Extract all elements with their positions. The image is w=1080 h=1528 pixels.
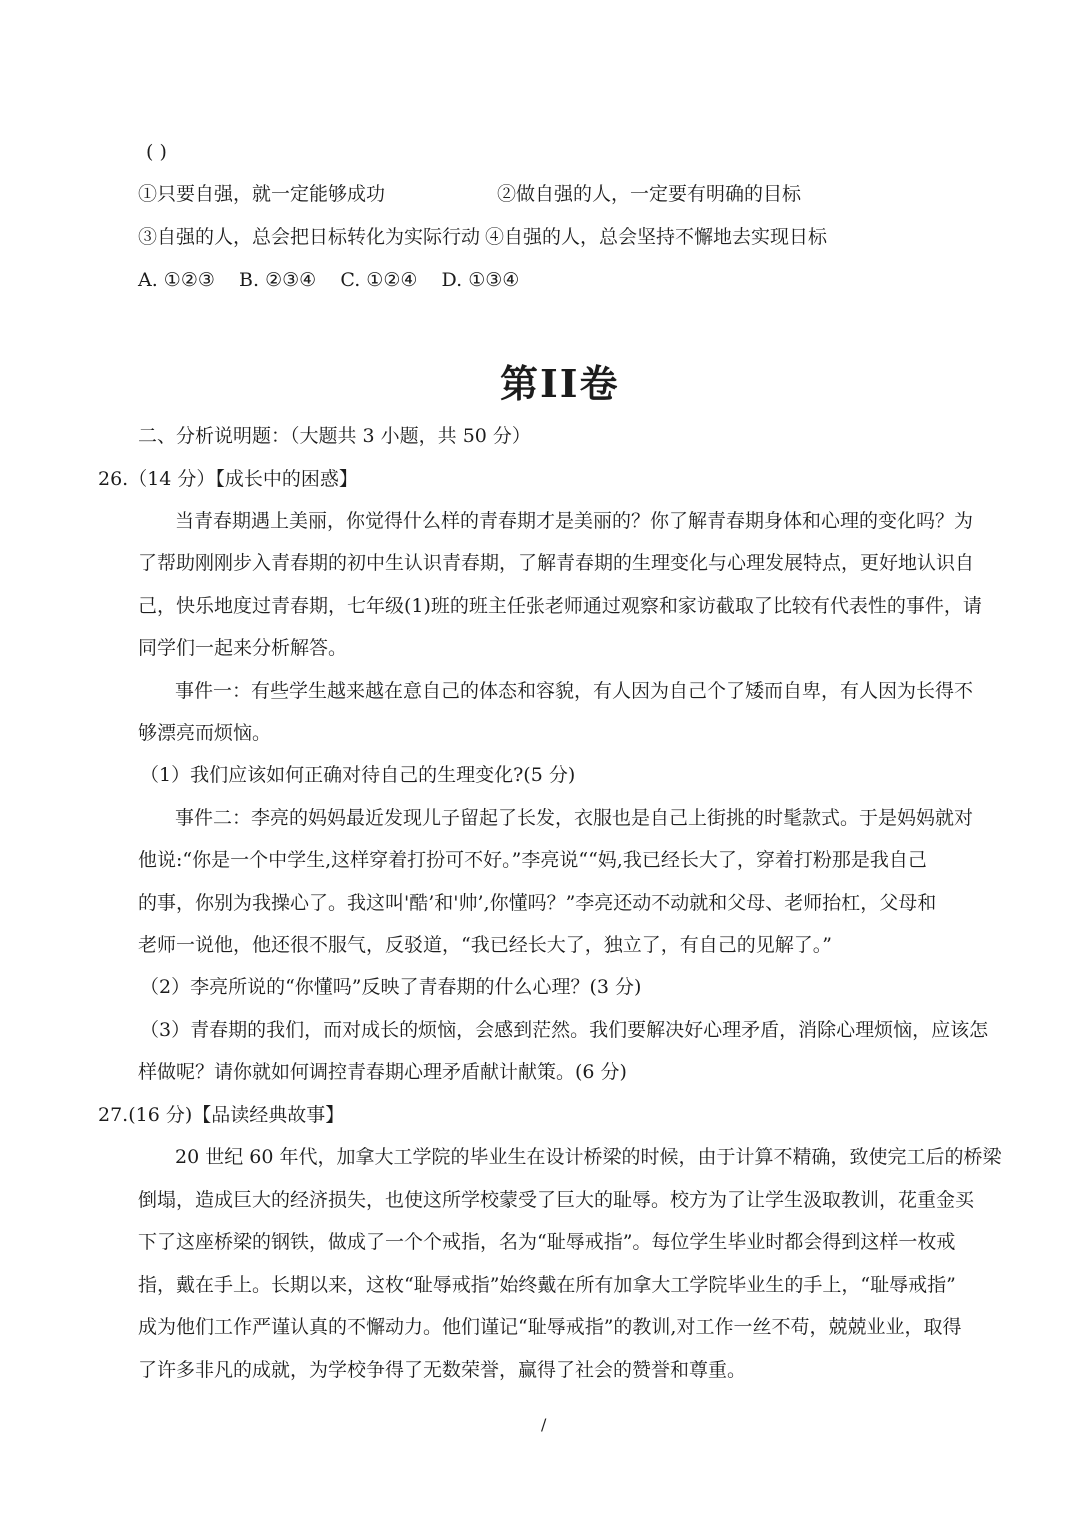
q26-sub-question-3-cont: 样做呢？请你就如何调控青春期心理矛盾献计献策。(6 分) bbox=[138, 1061, 627, 1083]
q26-sub-question-2: （2）李亮所说的“你懂吗”反映了青春期的什么心理？(3 分) bbox=[140, 976, 642, 998]
q26-event2-line: 的事，你别为我操心了。我这叫'酷’和'帅’,你懂吗？”李亮还动不动就和父母、老师抬杠，父母和 bbox=[138, 892, 937, 914]
q26-sub-question-1: （1）我们应该如何正确对待自己的生理变化?(5 分) bbox=[140, 764, 576, 786]
q26-event2-line: 事件二：李亮的妈妈最近发现儿子留起了长发，衣服也是自己上街挑的时髦款式。于是妈妈就对 bbox=[175, 807, 974, 829]
answer-choices: A. ①②③ B. ②③④ C. ①②④ D. ①③④ bbox=[138, 269, 520, 291]
q26-event1-line: 够漂亮而烦恼。 bbox=[138, 722, 272, 744]
answer-parentheses: ( ) bbox=[146, 141, 167, 163]
q26-sub-question-3: （3）青春期的我们，而对成长的烦恼，会感到茫然。我们要解决好心理矛盾，消除心理烦恼，应该怎 bbox=[140, 1019, 989, 1041]
question-26-header: 26.（14 分）【成长中的困惑】 bbox=[98, 468, 358, 490]
q27-paragraph-line: 20 世纪 60 年代，加拿大工学院的毕业生在设计桥梁的时候，由于计算不精确，致使完工后的桥梁 bbox=[175, 1146, 1002, 1168]
q26-event2-line: 老师一说他，他还很不服气，反驳道，“我已经长大了，独立了，有自己的见解了。” bbox=[138, 934, 832, 956]
q26-intro-line: 己，快乐地度过青春期，七年级(1)班的班主任张老师通过观察和家访截取了比较有代表性的事件，请 bbox=[138, 595, 982, 617]
option-3: ③自强的人，总会把日标转化为实际行动 bbox=[138, 226, 481, 248]
q26-intro-line: 同学们一起来分析解答。 bbox=[138, 637, 348, 659]
q26-intro-line: 了帮助刚刚步入青春期的初中生认识青春期，了解青春期的生理变化与心理发展特点，更好地认识自 bbox=[138, 552, 975, 574]
option-2: ②做自强的人，一定要有明确的目标 bbox=[497, 183, 802, 205]
q27-paragraph-line: 倒塌，造成巨大的经济损失，也使这所学校蒙受了巨大的耻辱。校方为了让学生汲取教训，花重金买 bbox=[138, 1189, 975, 1211]
q27-paragraph-line: 成为他们工作严谨认真的不懈动力。他们谨记“耻辱戒指”的教训,对工作一丝不苟，兢兢业业，取得 bbox=[138, 1316, 962, 1338]
page-footer: / bbox=[541, 1415, 547, 1434]
question-27-header: 27.(16 分)【品读经典故事】 bbox=[98, 1104, 345, 1126]
section-title: 第II卷 bbox=[500, 361, 620, 406]
option-4: ④自强的人，总会坚持不懈地去实现日标 bbox=[485, 226, 828, 248]
q27-paragraph-line: 了许多非凡的成就，为学校争得了无数荣誉，赢得了社会的赞誉和尊重。 bbox=[138, 1359, 747, 1381]
q27-paragraph-line: 指，戴在手上。长期以来，这枚“耻辱戒指”始终戴在所有加拿大工学院毕业生的手上，“耻辱戒指” bbox=[138, 1274, 956, 1296]
section-heading: 二、分析说明题：（大题共 3 小题，共 50 分） bbox=[138, 425, 531, 447]
q26-event1-line: 事件一：有些学生越来越在意自己的体态和容貌，有人因为自己个了矮而自卑，有人因为长得不 bbox=[175, 680, 974, 702]
q27-paragraph-line: 下了这座桥梁的钢铁，做成了一个个戒指，名为“耻辱戒指”。每位学生毕业时都会得到这样一枚戒 bbox=[138, 1231, 956, 1253]
q26-intro-line: 当青春期遇上美丽，你觉得什么样的青春期才是美丽的？你了解青春期身体和心理的变化吗？为 bbox=[175, 510, 974, 532]
q26-event2-line: 他说:“你是一个中学生,这样穿着打扮可不好。”李亮说““妈,我已经长大了，穿着打粉那是我自己 bbox=[138, 849, 927, 871]
option-1: ①只要自强，就一定能够成功 bbox=[138, 183, 386, 205]
